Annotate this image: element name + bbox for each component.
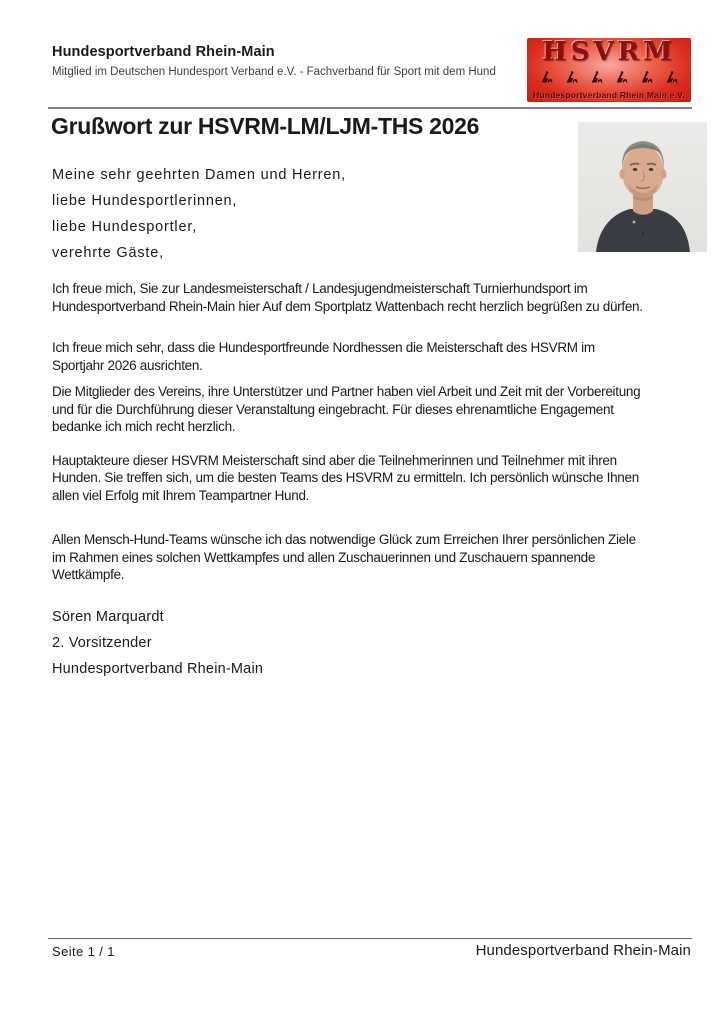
paragraph-line: allen viel Erfolg mit Ihrem Teampartner Hund. (52, 487, 310, 503)
footer-page-number: Seite 1 / 1 (52, 944, 115, 959)
paragraph-line: Hundesportverband Rhein-Main hier Auf dem Sportplatz Wattenbach recht herzlich begrüßen zu dürfen. (52, 298, 643, 314)
body-paragraph (52, 452, 676, 505)
handler-with-dog-silhouette-icon (589, 71, 604, 83)
signature-role: 2. Vorsitzender (52, 634, 152, 651)
paragraph-line: Sportjahr 2026 ausrichten. (52, 357, 203, 373)
greeting-line: verehrte Gäste, (52, 245, 164, 261)
hsvrm-logo (527, 38, 691, 102)
body-paragraph (52, 280, 676, 315)
signature-org: Hundesportverband Rhein-Main (52, 660, 264, 677)
footer-org-name: Hundesportverband Rhein-Main (475, 942, 691, 959)
paragraph-line: Allen Mensch-Hund-Teams wünsche ich das notwendige Glück zum Erreichen Ihrer persönlichen Ziele (52, 532, 636, 547)
logo-caption-text: Hundesportverband Rhein Main e.V. (533, 90, 685, 100)
paragraph-line: bedanke ich mich recht herzlich. (52, 419, 236, 434)
handler-with-dog-silhouette-icon (564, 71, 579, 83)
paragraph-line: Wettkämpfe. (52, 567, 125, 582)
signature-name: Sören Marquardt (52, 608, 164, 625)
body-paragraph (52, 339, 676, 374)
handler-with-dog-silhouette-icon (539, 71, 554, 83)
header-org-subtitle: Mitglied im Deutschen Hundesport Verband e.V. - Fachverband für Sport mit dem Hund (52, 66, 496, 78)
handler-with-dog-silhouette-icon (639, 71, 654, 83)
paragraph-line: im Rahmen eines solchen Wettkampfes und allen Zuschauerinnen und Zuschauern spannende (52, 549, 596, 565)
body-paragraph (52, 531, 676, 584)
page-title: Grußwort zur HSVRM-LM/LJM-THS 2026 (51, 113, 480, 139)
paragraph-line: Hunden. Sie treffen sich, um die besten Teams des HSVRM zu ermitteln. Ich persönlich wünsche Ihnen (52, 470, 639, 485)
logo-acronym-text: HSVRM (542, 37, 676, 67)
body-paragraph (52, 383, 676, 436)
greeting-line: liebe Hundesportler, (52, 219, 197, 235)
paragraph-line: Die Mitglieder des Vereins, ihre Unterstützer und Partner haben viel Arbeit und Zeit mit der Vorbereitung (52, 384, 641, 399)
paragraph-line: Ich freue mich sehr, dass die Hundesportfreunde Nordhessen die Meisterschaft des HSVRM im (52, 340, 595, 355)
logo-figure-row (527, 70, 691, 83)
greeting-line: Meine sehr geehrten Damen und Herren, (52, 167, 346, 183)
header-org-name: Hundesportverband Rhein-Main (52, 44, 275, 60)
handler-with-dog-silhouette-icon (664, 71, 679, 83)
handler-with-dog-silhouette-icon (614, 71, 629, 83)
header-divider (48, 107, 692, 109)
greeting-line: liebe Hundesportlerinnen, (52, 193, 238, 209)
paragraph-line: und für die Durchführung dieser Veranstaltung eingebracht. Für dieses ehrenamtliche Engagement (52, 401, 614, 417)
paragraph-line: Ich freue mich, Sie zur Landesmeisterschaft / Landesjugendmeisterschaft Turnierhundsport im (52, 281, 588, 296)
paragraph-line: Hauptakteure dieser HSVRM Meisterschaft sind aber die Teilnehmerinnen und Teilnehmer mit ihren (52, 452, 617, 468)
letter-body (52, 166, 676, 686)
footer-divider (48, 938, 692, 939)
